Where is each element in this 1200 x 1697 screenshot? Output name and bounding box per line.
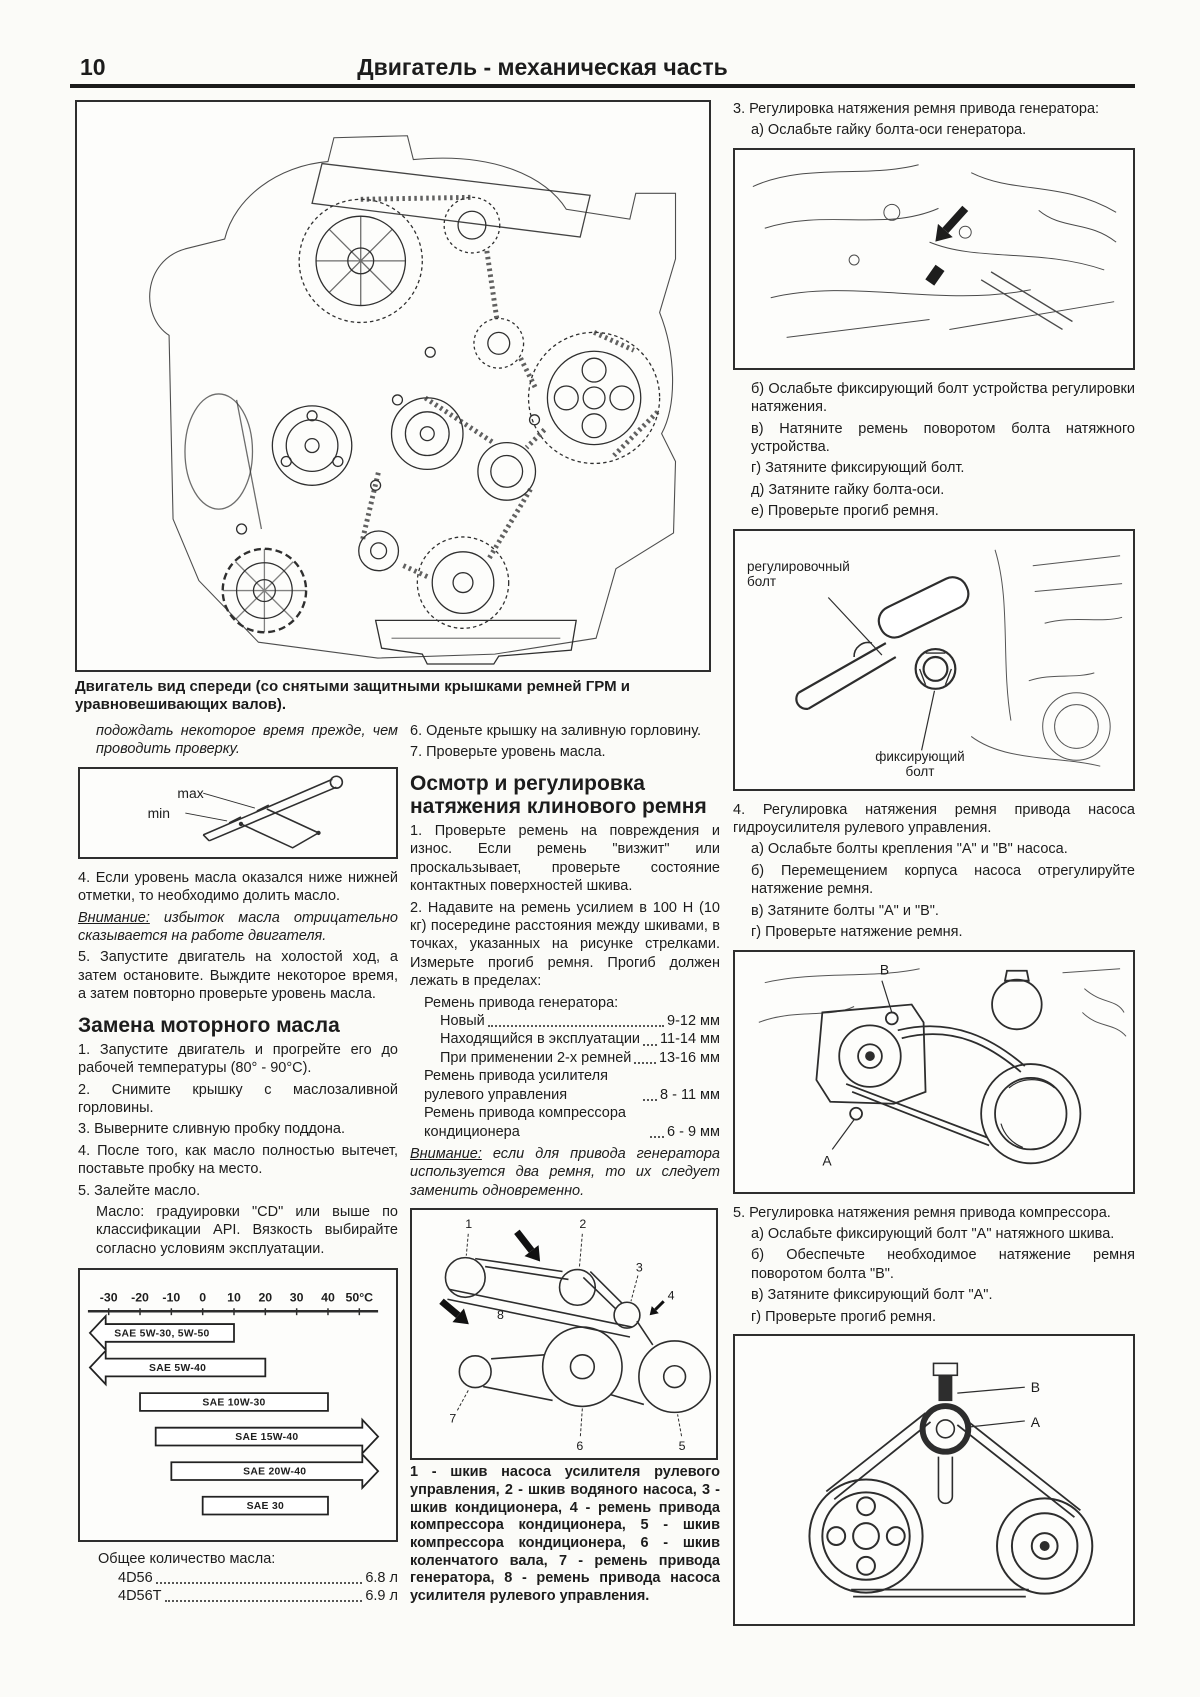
belt-spec-row xyxy=(410,1030,720,1048)
step: 2. Снимите крышку с маслозаливной горловины. xyxy=(78,1081,398,1116)
oil-volume: 6.9 л xyxy=(365,1588,398,1605)
step: 1. Запустите двигатель и прогрейте его до рабочей температуры (80° - 90°С). xyxy=(78,1041,398,1077)
bolt-a-label: A xyxy=(822,1151,832,1168)
paragraph: 1. Проверьте ремень на повреждения и износ. Если ремень "визжит" или проскальзывает, проверьте состояние контактных поверхностей шкива. xyxy=(410,823,720,895)
warning-label: Внимание: xyxy=(410,1145,482,1162)
belt-layout-drawing xyxy=(412,1210,716,1458)
step: 5. Регулировка натяжения ремня привода компрессора. xyxy=(733,1204,1111,1221)
left-column xyxy=(78,722,398,1605)
dotted-leader xyxy=(650,1136,664,1138)
compressor-belt-figure xyxy=(733,1334,1135,1626)
pulley-number-label: 2 xyxy=(579,1216,587,1231)
viscosity-band-label: SAE 5W-30, 5W-50 xyxy=(114,1328,210,1340)
dotted-leader xyxy=(165,1600,363,1602)
section-heading-oil-change: Замена моторного масла xyxy=(78,1013,340,1037)
temp-tick-label: 30 xyxy=(289,1290,304,1305)
middle-column xyxy=(410,722,720,1606)
belt-spec-row xyxy=(410,1067,720,1104)
temp-tick-label: 0 xyxy=(199,1290,207,1305)
spec-label: Ремень привода компрессора кондиционера xyxy=(424,1105,626,1140)
substep: г) Проверьте натяжение ремня. xyxy=(751,924,963,941)
dotted-leader xyxy=(643,1099,657,1101)
engine-figure-caption: Двигатель вид спереди (со снятыми защитными крышками ремней ГРМ и уравновешивающих валов). xyxy=(75,678,630,713)
pulley-number-label: 3 xyxy=(635,1260,643,1275)
compressor-belt-drawing xyxy=(735,1336,1133,1622)
warning-label: Внимание: xyxy=(78,909,150,926)
step: 4. После того, как масло полностью вытечет, поставьте пробку на место. xyxy=(78,1142,398,1178)
paragraph: 2. Надавите на ремень усилием в 100 Н (10 кг) посередине расстояния между шкивами, в точках, указанных на рисунке стрелками. Измерьте прогиб ремня. Прогиб должен лежать в пределах: xyxy=(410,899,720,990)
carryover-text: подождать некоторое время прежде, чем проводить проверку. xyxy=(96,723,398,758)
warning-text: избыток масла отрицательно сказывается на работе двигателя. xyxy=(78,909,398,945)
substep: е) Проверьте прогиб ремня. xyxy=(751,503,939,520)
step: 6. Оденьте крышку на заливную горловину. xyxy=(410,723,702,739)
paragraph: 4. Если уровень масла оказался ниже нижней отметки, то необходимо долить масло. xyxy=(78,869,398,905)
dipstick-min-label: min xyxy=(147,804,171,821)
substep: г) Затяните фиксирующий болт. xyxy=(751,460,965,477)
tensioner-bolts-figure xyxy=(733,529,1135,791)
step: 7. Проверьте уровень масла. xyxy=(410,744,606,761)
spec-label: Находящийся в эксплуатации xyxy=(440,1031,641,1048)
spec-value: 13-16 мм xyxy=(658,1049,720,1066)
dotted-leader xyxy=(634,1062,656,1064)
page-header xyxy=(70,50,1135,88)
substep: б) Обеспечьте необходимое натяжение ремня поворотом болта "В". xyxy=(751,1247,1135,1282)
substep: а) Ослабьте гайку болта-оси генератора. xyxy=(751,122,1027,139)
pulley-number-label: 5 xyxy=(678,1439,686,1454)
pulley-number-label: 8 xyxy=(497,1308,504,1323)
viscosity-band-label: SAE 5W-40 xyxy=(149,1363,207,1375)
oil-quantity-row xyxy=(78,1569,398,1587)
substep: а) Ослабьте фиксирующий болт "А" натяжного шкива. xyxy=(751,1225,1115,1242)
spec-label: При применении 2-х ремней xyxy=(440,1049,632,1066)
spec-label: Ремень привода генератора: xyxy=(424,994,619,1011)
page-title: Двигатель - механическая часть xyxy=(357,54,728,80)
step: 4. Регулировка натяжения ремня привода насоса гидроусилителя рулевого управления. xyxy=(733,801,1135,837)
bolt-a-label: A xyxy=(1030,1413,1041,1430)
viscosity-band-label: SAE 30 xyxy=(246,1501,285,1513)
substep: б) Перемещением корпуса насоса отрегулируйте натяжение ремня. xyxy=(751,862,1135,898)
dotted-leader xyxy=(643,1044,657,1046)
substep: в) Затяните болты "А" и "В". xyxy=(751,902,939,919)
oil-quantity-block xyxy=(78,1550,398,1605)
pulley-number-label: 4 xyxy=(667,1288,675,1303)
substep: г) Проверьте прогиб ремня. xyxy=(751,1308,937,1325)
warning-note xyxy=(410,1145,720,1200)
oil-volume: 6.8 л xyxy=(365,1569,398,1586)
right-column xyxy=(733,100,1135,1636)
fixing-bolt-label: фиксирующий болт xyxy=(875,748,965,780)
spec-value: 9-12 мм xyxy=(667,1013,720,1030)
substep: а) Ослабьте болты крепления "А" и "В" насоса. xyxy=(751,841,1068,858)
viscosity-band-label: SAE 10W-30 xyxy=(202,1397,266,1409)
spec-value: 8 - 11 мм xyxy=(660,1086,720,1103)
page-number: 10 xyxy=(80,54,106,80)
pulley-number-label: 7 xyxy=(449,1411,457,1426)
bolt-b-label: B xyxy=(879,961,890,978)
dotted-leader xyxy=(156,1582,363,1584)
pulley-number-label: 1 xyxy=(465,1216,473,1231)
spec-value: 11-14 мм xyxy=(660,1031,720,1048)
temp-tick-label: -20 xyxy=(131,1290,149,1305)
spec-label: Ремень привода усилителя рулевого управления xyxy=(424,1068,608,1103)
dipstick-drawing xyxy=(82,771,396,857)
engine-figure xyxy=(75,100,711,672)
temp-tick-label: -10 xyxy=(162,1290,181,1305)
oil-quantity-title: Общее количество масла: xyxy=(98,1551,276,1568)
substep: в) Затяните фиксирующий болт "А". xyxy=(751,1287,993,1304)
belt-spec-row xyxy=(410,994,720,1012)
substep: д) Затяните гайку болта-оси. xyxy=(751,481,945,498)
belt-spec-row xyxy=(410,1104,720,1141)
dipstick-figure xyxy=(78,767,398,859)
dipstick-max-label: max xyxy=(177,784,204,801)
power-steering-pump-drawing xyxy=(735,952,1133,1192)
temp-tick-label: 40 xyxy=(321,1290,335,1305)
section-heading-belt-check: Осмотр и регулировка натяжения клинового ремня xyxy=(410,771,707,818)
bolt-b-label: B xyxy=(1030,1379,1041,1396)
warning-note xyxy=(78,909,398,946)
warning-text: если для привода генератора используется два ремня, то их следует заменить одновременно. xyxy=(410,1145,720,1199)
step: 3. Регулировка натяжения ремня привода генератора: xyxy=(733,101,1100,117)
engine-front-view-drawing xyxy=(77,102,709,670)
dotted-leader xyxy=(488,1025,664,1027)
adjusting-bolt-label: регулировочный болт xyxy=(747,558,850,590)
belt-layout-caption: 1 - шкив насоса усилителя рулевого управления, 2 - шкив водяного насоса, 3 - шкив кондиционера, 4 - ремень привода компрессора кондиционера, 5 - шкив компрессора кондиционера, 6 - шкив коленчатого вала, 7 - ремень привода генератора, 8 - ремень привода насоса усилителя рулевого управления. xyxy=(410,1464,720,1604)
engine-model: 4D56 xyxy=(118,1569,153,1586)
substep: б) Ослабьте фиксирующий болт устройства регулировки натяжения. xyxy=(751,380,1135,416)
belt-layout-figure xyxy=(410,1208,718,1460)
temp-tick-label: 50°C xyxy=(345,1290,374,1305)
generator-adjustment-figure xyxy=(733,148,1135,370)
power-steering-pump-figure xyxy=(733,950,1135,1194)
temp-tick-label: 10 xyxy=(227,1290,241,1305)
pulley-number-label: 6 xyxy=(576,1439,584,1454)
spec-label: Новый xyxy=(440,1013,485,1030)
belt-spec-row xyxy=(410,1012,720,1030)
generator-adjustment-drawing xyxy=(735,150,1133,368)
viscosity-chart-figure xyxy=(78,1268,398,1542)
belt-spec-row xyxy=(410,1049,720,1067)
viscosity-chart xyxy=(82,1276,386,1532)
viscosity-band-label: SAE 15W-40 xyxy=(235,1432,299,1444)
spec-value: 6 - 9 мм xyxy=(667,1123,720,1140)
viscosity-band-label: SAE 20W-40 xyxy=(243,1466,307,1478)
engine-model: 4D56T xyxy=(118,1588,162,1605)
substep: в) Натяните ремень поворотом болта натяжного устройства. xyxy=(751,420,1135,456)
step: 3. Выверните сливную пробку поддона. xyxy=(78,1121,345,1138)
oil-spec: Масло: градуировки "CD" или выше по классификации API. Вязкость выбирайте согласно условиям эксплуатации. xyxy=(96,1204,398,1257)
temp-tick-label: 20 xyxy=(258,1290,273,1305)
oil-quantity-row xyxy=(78,1587,398,1605)
paragraph: 5. Запустите двигатель на холостой ход, а затем остановите. Выждите некоторое время, а затем повторно проверьте уровень масла. xyxy=(78,949,398,1003)
temp-tick-label: -30 xyxy=(99,1290,118,1305)
step: 5. Залейте масло. xyxy=(78,1182,201,1199)
